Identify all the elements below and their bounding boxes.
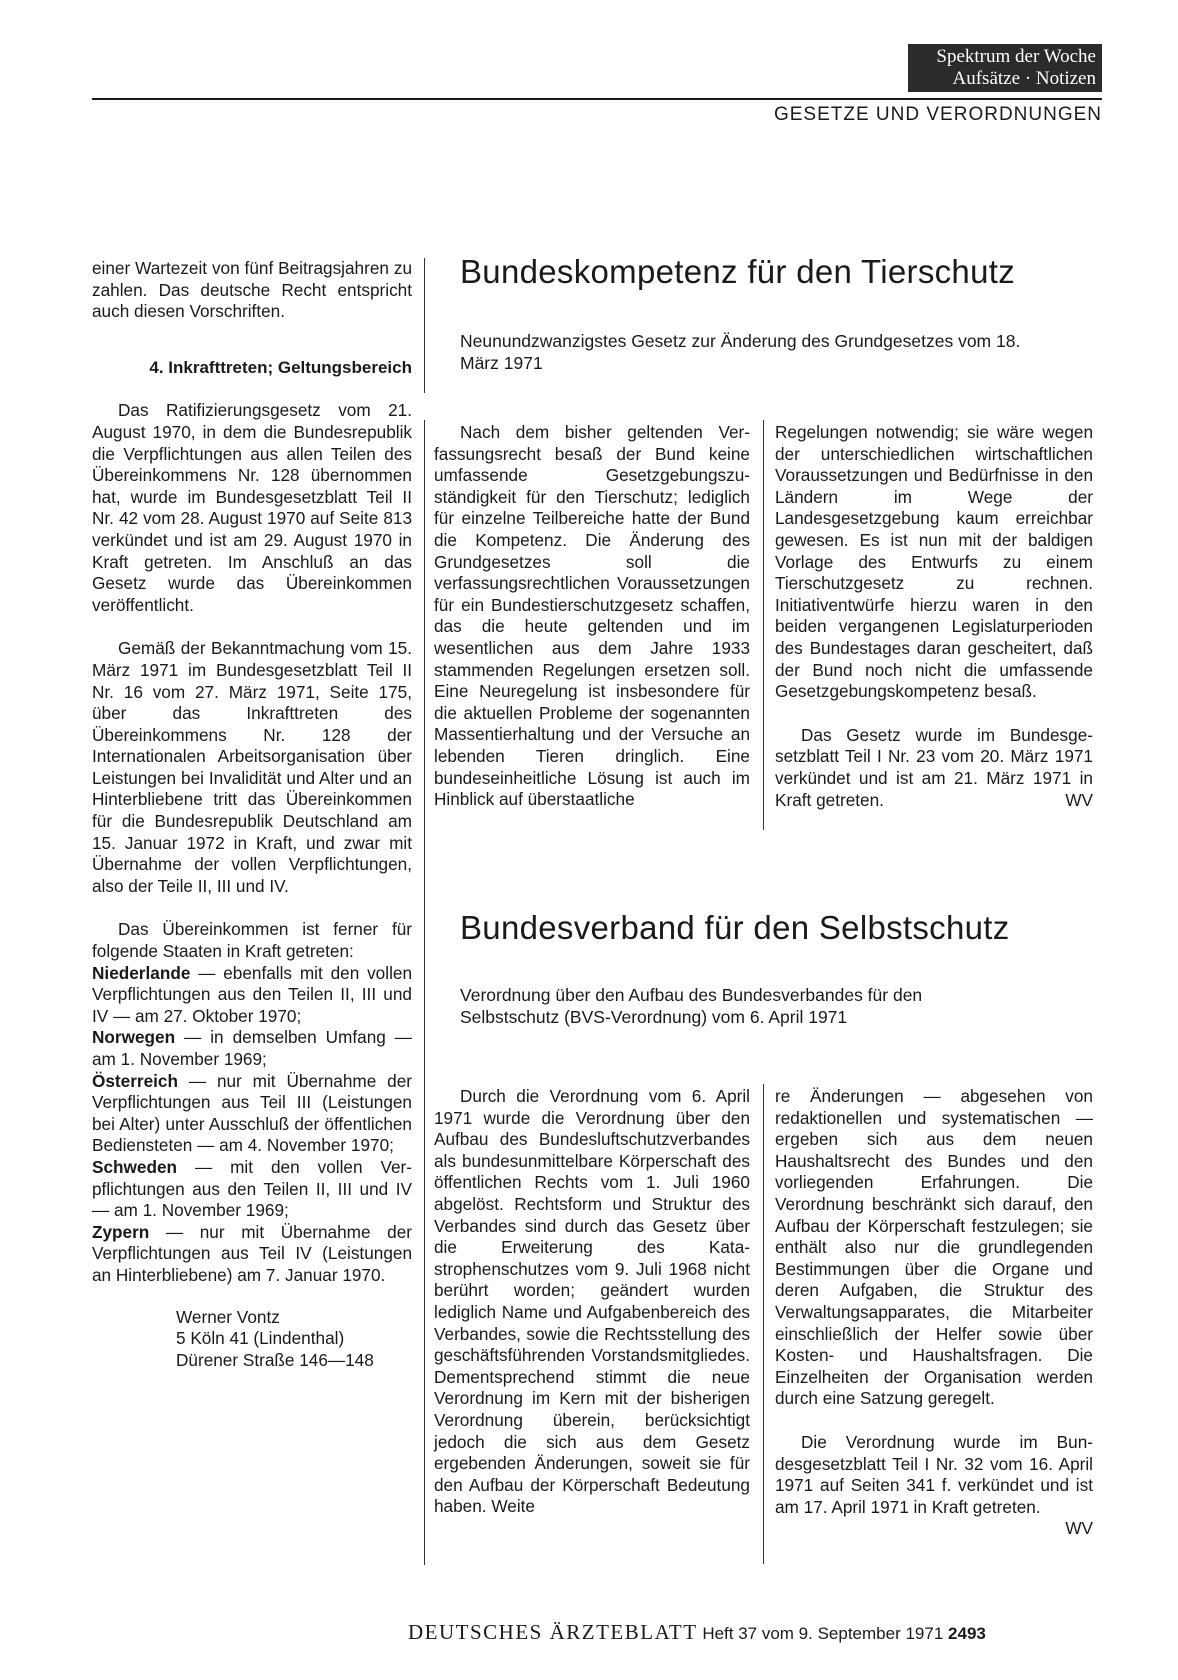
section-title: GESETZE UND VERORDNUNGEN — [773, 104, 1102, 125]
article-2-title: Bundesverband für den Selbstschutz — [460, 909, 1010, 946]
article-1-divider — [763, 420, 764, 830]
article-2-column-2 — [775, 1086, 1093, 1540]
article-2-initials: WV — [1065, 1518, 1093, 1539]
article-1-initials: WV — [1065, 789, 1093, 810]
article-1-col2-final — [775, 725, 1093, 811]
header-badge — [908, 44, 1102, 92]
left-subhead: 4. Inkrafttreten; Geltungsbereich — [149, 357, 412, 377]
signature — [176, 1307, 412, 1372]
state-name: Österreich — [92, 1070, 178, 1091]
article-1-column-1: Nach dem bisher geltenden Verfassungsrecht besaß der Bund keine umfassende Gesetzgebungszuständigkeit für den Tierschutz; lediglich für einzelne Teilbereiche hatte der Bund die Kompetenz. Die Änderung des Grundgesetzes soll die verfassungsrechtlichen Voraussetzungen für ein Bundestierschutzgesetz schaffen, das die heute geltenden und im wesentlichen aus dem Jahre 1933 stammenden Regelungen ersetzen soll. Eine Neuregelung ist insbesondere für die aktuellen Probleme der sogenannten Massentierhaltung und der Versuche an lebenden Tieren dringlich. Eine bundeseinheitliche Lösung ist auch im Hinblick auf überstaatliche — [434, 422, 750, 810]
signature-street: Dürener Straße 146—148 — [176, 1349, 374, 1370]
issue-info: Heft 37 vom 9. September 1971 — [702, 1624, 944, 1643]
badge-line-2: Aufsätze · Notizen — [952, 68, 1096, 89]
article-2-final-text: Die Verordnung wurde im Bundesgesetzblatt Teil I Nr. 32 vom 16. April 1971 auf Seiten 341 f. verkündet und ist am 17. April 1971 in Kraft getreten. — [775, 1431, 1093, 1517]
state-text: — nur mit Übernahme der Verpflichtungen aus Teil IV (Leistungen an Hinterbliebene) am 7. Januar 1970. — [92, 1221, 412, 1285]
signature-address: 5 Köln 41 (Lindenthal) — [176, 1328, 345, 1349]
state-name: Niederlande — [92, 962, 191, 983]
state-name: Schweden — [92, 1156, 178, 1177]
state-entry — [92, 1222, 412, 1287]
journal-name: DEUTSCHES ÄRZTEBLATT — [408, 1620, 698, 1644]
article-1-col2-text: Regelungen notwendig; sie wäre wegen der unterschiedlichen wirtschaftlichen Voraussetzungen und Bedürfnisse in den Ländern im Wege der Landesgesetzgebung kaum erreichbar gewesen. Es ist nun mit der baldigen Vorlage des Entwurfs zu einem Tierschutzgesetz zu rechnen. Initiativentwürfe hierzu waren in den beiden vergangenen Legislaturperioden des Bundestages daran gescheitert, daß der Bund noch nicht die umfassende Gesetzgebungskompetenz besaß. — [775, 422, 1093, 702]
state-entry — [92, 963, 412, 1028]
article-2-column-1: Durch die Verordnung vom 6. April 1971 wurde die Verordnung über den Aufbau des Bundesluftschutzverbandes als bundesunmittelbare Körperschaft des öffentlichen Rechts vom 1. Juli 1960 abgelöst. Rechtsform und Struktur des Verbandes sind durch das Gesetz über die Erweiterung des Katastrophenschutzes vom 9. Juli 1968 nicht berührt worden; geändert wurden lediglich Name und Aufgabenbereich des Verbandes, sowie die Rechtsstellung des geschäftsführenden Vorstandsmitgliedes. Dementsprechend stimmt die neue Verordnung im Kern mit der bisherigen Verordnung überein, berücksichtigt jedoch die sich aus dem Gesetz ergebenden Änderungen, soweit sie für den Aufbau der Körperschaft Bedeutung haben. Weite — [434, 1086, 750, 1517]
left-column — [92, 258, 412, 1371]
column-divider-bottom — [424, 420, 425, 1565]
article-2-col2-final — [775, 1431, 1093, 1539]
article-2-col2-text: re Änderungen — abgesehen von redaktionellen und systematischen — ergeben sich aus dem neuen Haushaltsrecht des Bundes und den vorliegenden Erfahrungen. Die Verordnung beschränkt sich darauf, den Aufbau der Körperschaft festzulegen; sie enthält also nur die grundlegenden Bestimmungen über die Organe und deren Aufgaben, die Struktur des Verwaltungsapparates, die Mitarbeiter einschließlich der Helfer sowie über Kosten- und Haushaltsfragen. Die Einzelheiten der Organisation werden durch eine Satzung geregelt. — [775, 1086, 1093, 1409]
left-intro: einer Wartezeit von fünf Beitragsjahren zu zahlen. Das deutsche Recht entspricht auch diesen Vorschriften. — [92, 258, 412, 322]
state-text: — nur mit Übernahme der Verpflichtungen aus Teil III (Leistungen bei Alter) unter Ausschluß der öffentlichen Bediensteten — am 4. November 1970; — [92, 1070, 412, 1156]
article-1-final-text: Das Gesetz wurde im Bundesgesetzblatt Teil I Nr. 23 vom 20. März 1971 verkündet und ist am 21. März 1971 in Kraft getreten. — [775, 724, 1093, 810]
page-number: 2493 — [948, 1624, 986, 1643]
state-name: Norwegen — [92, 1027, 176, 1048]
badge-line-1: Spektrum der Woche — [936, 46, 1096, 67]
state-text: — ebenfalls mit den vollen Verpflichtungen aus den Teilen II, III und IV — am 27. Oktober 1970; — [92, 962, 412, 1026]
header-rule — [92, 98, 1102, 100]
state-entry — [92, 1027, 412, 1070]
state-entry — [92, 1157, 412, 1222]
signature-name: Werner Vontz — [176, 1306, 280, 1327]
state-text: — in demselben Umfang — am 1. November 1969; — [92, 1027, 412, 1069]
state-text: — mit den vollen Verpflichtungen aus den Teilen II, III und IV — am 1. November 1969; — [92, 1156, 412, 1221]
article-1-column-2 — [775, 422, 1093, 811]
left-paragraph-1: Das Ratifizierungsgesetz vom 21. August 1970, in dem die Bundesrepublik die Verpflichtungen aus allen Teilen des Übereinkommens Nr. 128 übernommen hat, wurde im Bundesgesetzblatt Teil II Nr. 42 vom 28. August 1970 auf Seite 813 verkündet und ist am 29. August 1970 in Kraft getreten. Im Anschluß an das Gesetz wurde das Übereinkommen veröffentlicht. — [92, 400, 412, 615]
article-2-subtitle: Verordnung über den Aufbau des Bundesverbandes für den Selbstschutz (BVS-Verordnung) vom 6. April 1971 — [460, 985, 923, 1027]
article-2-divider — [763, 1084, 764, 1564]
state-entry — [92, 1071, 412, 1157]
left-paragraph-2: Gemäß der Bekanntmachung vom 15. März 1971 im Bundesgesetzblatt Teil II Nr. 16 vom 27. März 1971, Seite 175, über das Inkrafttreten des Übereinkommens Nr. 128 der Internationalen Arbeitsorganisation über Leistungen bei Invalidität und Alter und an Hinterbliebene tritt das Übereinkommen für die Bundesrepublik Deutschland am 15. Januar 1972 in Kraft, und zwar mit Übernahme der vollen Verpflichtungen, also der Teile II, III und IV. — [92, 638, 412, 896]
article-1-subtitle: Neunundzwanzigstes Gesetz zur Änderung des Grundgesetzes vom 18. März 1971 — [460, 331, 1021, 373]
state-name: Zypern — [92, 1221, 150, 1242]
left-paragraph-3: Das Übereinkommen ist ferner für folgende Staaten in Kraft getreten: — [92, 919, 412, 962]
page-footer — [408, 1620, 986, 1645]
article-1-title: Bundeskompetenz für den Tierschutz — [460, 253, 1016, 290]
column-divider-top — [424, 258, 425, 393]
